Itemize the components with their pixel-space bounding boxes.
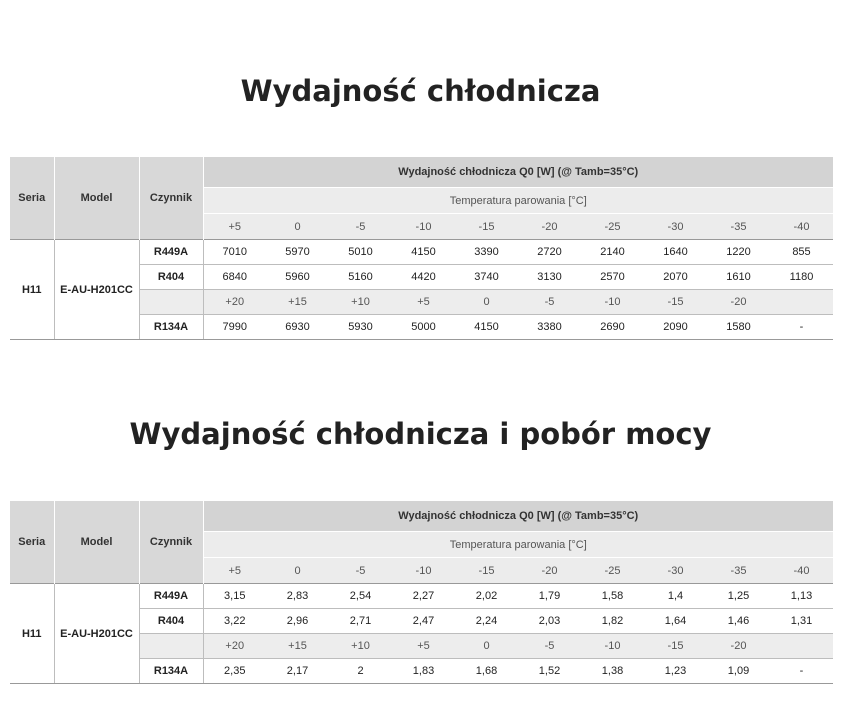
alt-temp-cell: 0 [455,290,518,315]
value-cell: 2,47 [392,609,455,634]
value-cell: 2090 [644,315,707,340]
alt-temp-cell: -15 [644,634,707,659]
temp-column-header: +5 [203,558,266,584]
value-cell: 1,68 [455,659,518,684]
value-cell: 2720 [518,240,581,265]
value-cell: 1,58 [581,584,644,609]
value-cell: 3,15 [203,584,266,609]
seria-header: Seria [10,157,54,240]
value-cell: 5930 [329,315,392,340]
value-cell: 1580 [707,315,770,340]
refrigerant-label: R449A [139,584,203,609]
value-cell: 1180 [770,265,833,290]
temp-column-header: -40 [770,214,833,240]
refrigerant-label: R404 [139,609,203,634]
value-cell: 5000 [392,315,455,340]
capacity-title: Wydajność chłodnicza [240,74,601,108]
value-cell: 4150 [392,240,455,265]
alt-temp-cell: -15 [644,290,707,315]
value-cell: 3,22 [203,609,266,634]
value-cell: 1,82 [581,609,644,634]
alt-temp-cell: -20 [707,290,770,315]
temp-column-header: -20 [518,214,581,240]
temp-column-header: -35 [707,214,770,240]
value-cell: 2,96 [266,609,329,634]
alt-temp-cell: +10 [329,634,392,659]
temp-column-header: -25 [581,558,644,584]
value-cell: - [770,659,833,684]
alt-temp-cell: +20 [203,634,266,659]
value-cell: 4420 [392,265,455,290]
alt-temp-cell [770,290,833,315]
capacity-group-header: Wydajność chłodnicza Q0 [W] (@ Tamb=35°C) [203,157,833,188]
value-cell: 2140 [581,240,644,265]
capacity-table [10,157,833,340]
evaporation-temp-header: Temperatura parowania [°C] [203,188,833,214]
value-cell: 1,13 [770,584,833,609]
model-header: Model [54,501,139,584]
value-cell: 1,4 [644,584,707,609]
empty-cell [139,290,203,315]
evaporation-temp-header: Temperatura parowania [°C] [203,532,833,558]
alt-temp-cell: 0 [455,634,518,659]
temp-column-header: -5 [329,214,392,240]
series-cell: H11 [10,584,54,684]
refrigerant-label: R449A [139,240,203,265]
empty-cell [139,634,203,659]
value-cell: 2 [329,659,392,684]
value-cell: 6930 [266,315,329,340]
value-cell: 3740 [455,265,518,290]
alt-temp-cell: +15 [266,290,329,315]
value-cell: 3130 [518,265,581,290]
temp-column-header: -15 [455,558,518,584]
temp-column-header: -30 [644,558,707,584]
refrigerant-header: Czynnik [139,157,203,240]
value-cell: 2,02 [455,584,518,609]
value-cell: 1,38 [581,659,644,684]
value-cell: 2,83 [266,584,329,609]
temp-column-header: +5 [203,214,266,240]
value-cell: 2,17 [266,659,329,684]
value-cell: 2,03 [518,609,581,634]
temp-column-header: -30 [644,214,707,240]
value-cell: 2,27 [392,584,455,609]
temp-column-header: -5 [329,558,392,584]
alt-temp-cell: +20 [203,290,266,315]
alt-temp-cell: -10 [581,634,644,659]
value-cell: 1610 [707,265,770,290]
value-cell: 1,79 [518,584,581,609]
value-cell: 3380 [518,315,581,340]
value-cell: 2690 [581,315,644,340]
value-cell: 1,09 [707,659,770,684]
temp-column-header: -25 [581,214,644,240]
temp-column-header: -20 [518,558,581,584]
capacity-power-table [10,501,833,684]
value-cell: 3390 [455,240,518,265]
value-cell: 7010 [203,240,266,265]
value-cell: 2070 [644,265,707,290]
value-cell: 2570 [581,265,644,290]
refrigerant-label: R404 [139,265,203,290]
temp-column-header: -10 [392,558,455,584]
alt-temp-cell [770,634,833,659]
value-cell: 1,46 [707,609,770,634]
table-row [10,240,833,265]
value-cell: 1,83 [392,659,455,684]
value-cell: 1,23 [644,659,707,684]
value-cell: 2,71 [329,609,392,634]
alt-temp-cell: -5 [518,634,581,659]
value-cell: 7990 [203,315,266,340]
capacity-group-header: Wydajność chłodnicza Q0 [W] (@ Tamb=35°C) [203,501,833,532]
value-cell: 2,35 [203,659,266,684]
value-cell: 1640 [644,240,707,265]
model-cell: E-AU-H201CC [54,584,139,684]
value-cell: 4150 [455,315,518,340]
model-header: Model [54,157,139,240]
temp-column-header: -10 [392,214,455,240]
refrigerant-label: R134A [139,659,203,684]
alt-temp-cell: +10 [329,290,392,315]
value-cell: 5970 [266,240,329,265]
refrigerant-header: Czynnik [139,501,203,584]
alt-temp-cell: +5 [392,634,455,659]
model-cell: E-AU-H201CC [54,240,139,340]
alt-temp-cell: +15 [266,634,329,659]
value-cell: 1,52 [518,659,581,684]
value-cell: 2,24 [455,609,518,634]
temp-column-header: 0 [266,558,329,584]
series-cell: H11 [10,240,54,340]
temp-column-header: -40 [770,558,833,584]
value-cell: 6840 [203,265,266,290]
temp-column-header: -35 [707,558,770,584]
value-cell: 1,31 [770,609,833,634]
temp-column-header: -15 [455,214,518,240]
temp-column-header: 0 [266,214,329,240]
seria-header: Seria [10,501,54,584]
value-cell: 2,54 [329,584,392,609]
capacity-power-title: Wydajność chłodnicza i pobór mocy [129,417,712,451]
table-row [10,584,833,609]
value-cell: 1,64 [644,609,707,634]
alt-temp-cell: +5 [392,290,455,315]
value-cell: 1,25 [707,584,770,609]
value-cell: 855 [770,240,833,265]
value-cell: 1220 [707,240,770,265]
alt-temp-cell: -5 [518,290,581,315]
alt-temp-cell: -20 [707,634,770,659]
refrigerant-label: R134A [139,315,203,340]
value-cell: 5960 [266,265,329,290]
value-cell: - [770,315,833,340]
value-cell: 5160 [329,265,392,290]
alt-temp-cell: -10 [581,290,644,315]
value-cell: 5010 [329,240,392,265]
